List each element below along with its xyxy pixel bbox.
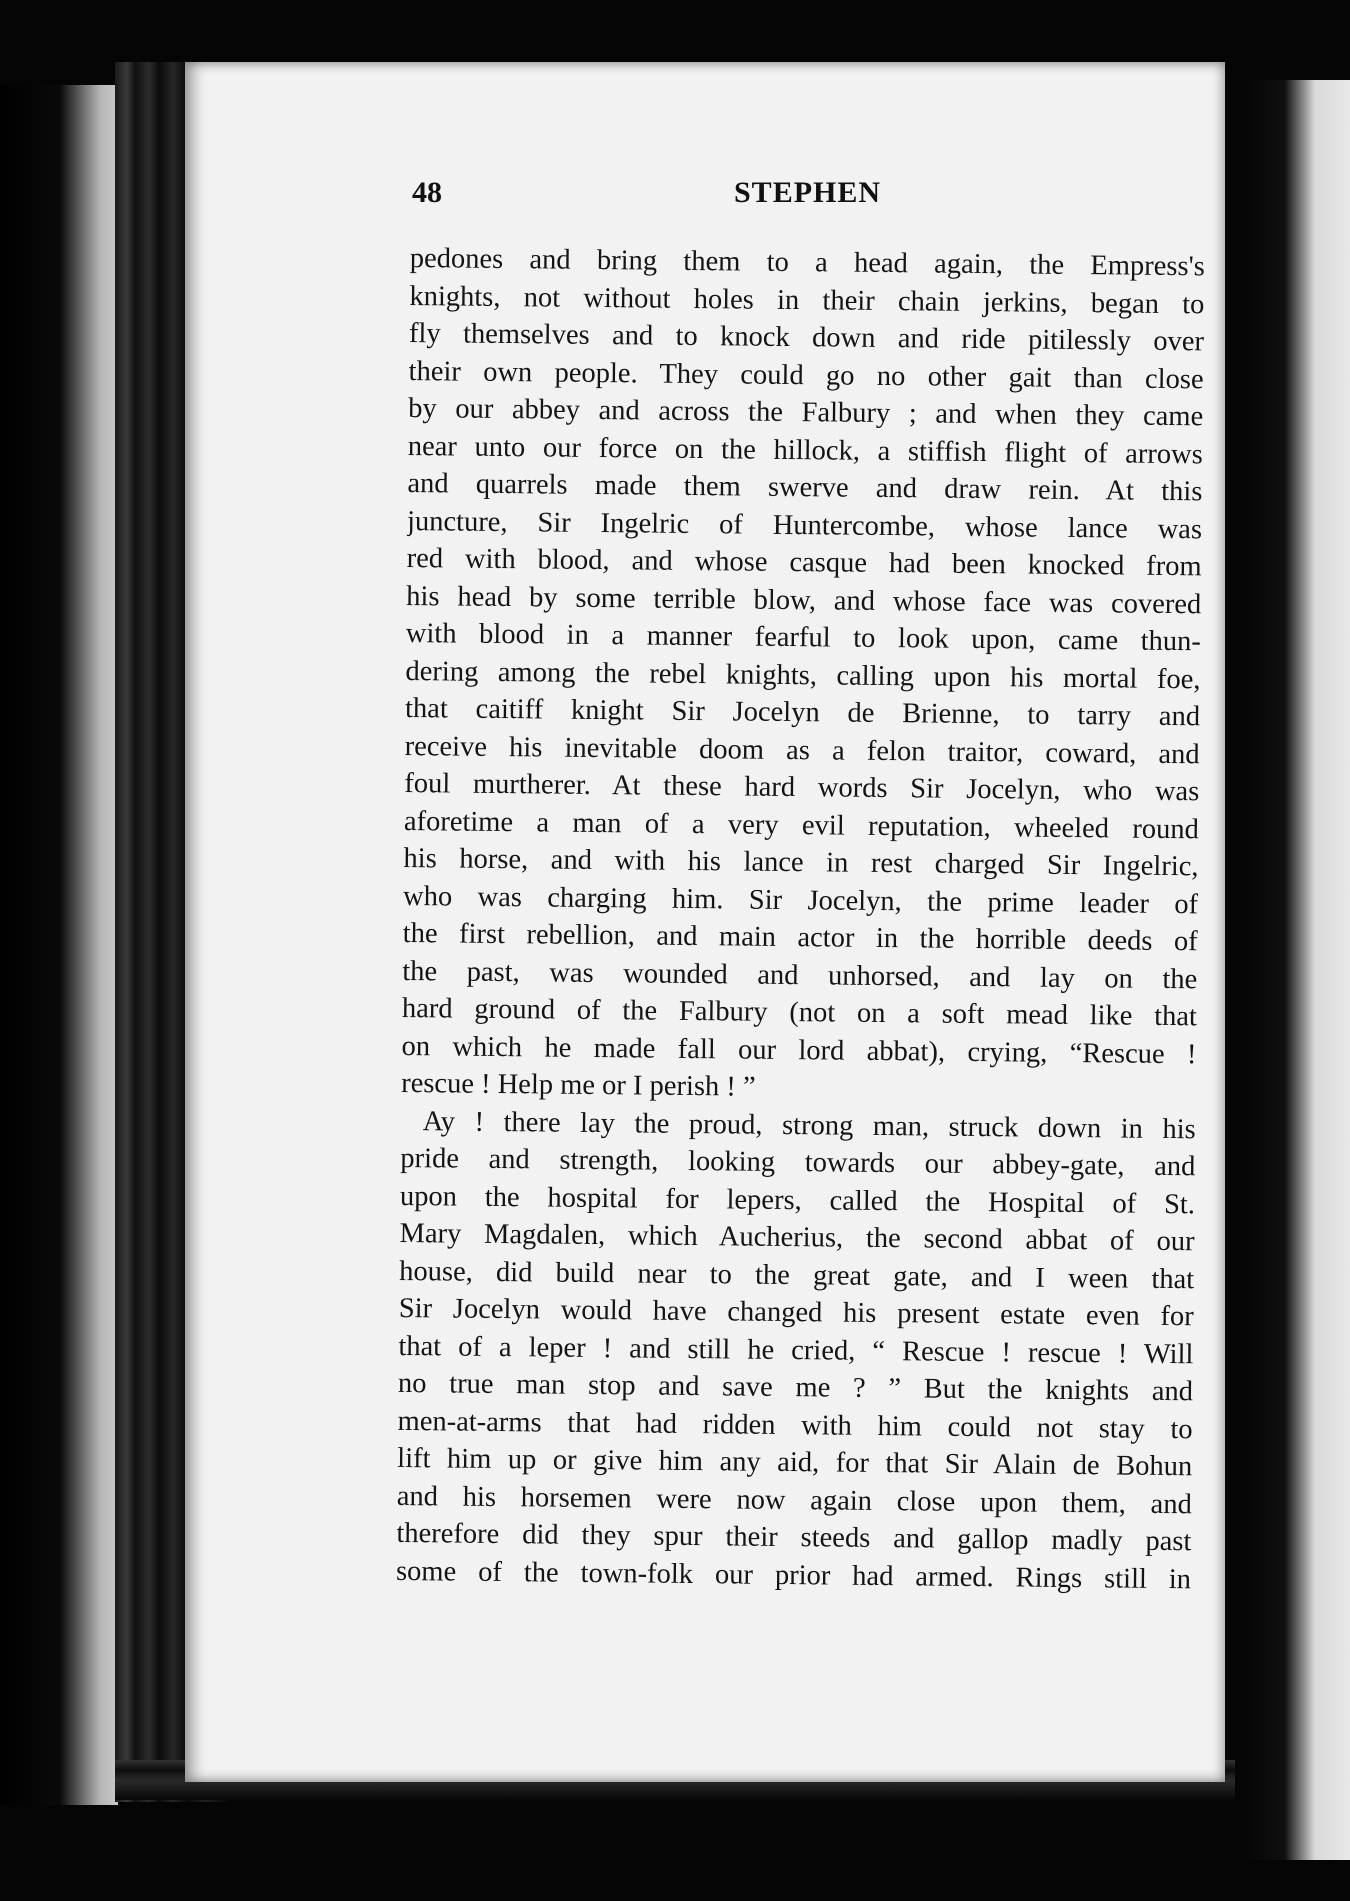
- text-line: pride and strength, looking towards our abbey-gate, and: [400, 1142, 1196, 1183]
- running-title: STEPHEN: [734, 176, 882, 209]
- text-line: his horse, and with his lance in rest charged Sir Ingelric,: [403, 842, 1199, 883]
- text-line: the first rebellion, and main actor in the horrible deeds of: [402, 917, 1198, 958]
- text-line: his head by some terrible blow, and whose face was covered: [406, 580, 1202, 620]
- page-number: 48: [412, 176, 442, 209]
- text-line: pedones and bring them to a head again, the Empress's: [409, 242, 1205, 283]
- text-line: therefore did they spur their steeds and gallop madly past: [396, 1517, 1192, 1558]
- text-line: that of a leper ! and still he cried, “ Rescue ! rescue ! Will: [398, 1330, 1194, 1370]
- text-line: who was charging him. Sir Jocelyn, the prime leader of: [402, 880, 1199, 920]
- text-line: foul murtherer. At these hard words Sir Jocelyn, who was: [404, 767, 1200, 808]
- text-line: house, did build near to the great gate, and I ween that: [399, 1255, 1195, 1295]
- text-line: and his horsemen were now again close upon them, and: [396, 1480, 1192, 1520]
- text-line: their own people. They could go no other gait than close: [408, 355, 1204, 395]
- text-line: some of the town-folk our prior had armed. Rings still in: [395, 1555, 1192, 1595]
- text-line: men-at-arms that had ridden with him could not stay to: [397, 1405, 1193, 1445]
- body-text: [396, 240, 1205, 1598]
- text-line: Sir Jocelyn would have changed his present estate even for: [398, 1292, 1194, 1333]
- running-head: [412, 176, 917, 216]
- text-line: with blood in a manner fearful to look upon, came thun-: [405, 617, 1201, 658]
- text-line: hard ground of the Falbury (not on a soft mead like that: [401, 992, 1198, 1033]
- next-page-edge: [1245, 80, 1350, 1860]
- text-line: fly themselves and to knock down and ride pitilessly over: [408, 317, 1205, 358]
- text-line: near unto our force on the hillock, a stiffish flight of arrows: [407, 430, 1203, 470]
- text-line: aforetime a man of a very evil reputation, wheeled round: [403, 805, 1200, 845]
- text-line: rescue ! Help me or I perish ! ”: [401, 1067, 756, 1103]
- text-line: no true man stop and save me ? ” But the knights and: [397, 1367, 1194, 1408]
- previous-page-edge: [0, 85, 118, 1805]
- text-line: by our abbey and across the Falbury ; and when they came: [408, 392, 1204, 433]
- text-line: upon the hospital for lepers, called the Hospital of St.: [399, 1180, 1196, 1220]
- text-line: knights, not without holes in their chain jerkins, began to: [409, 280, 1205, 320]
- text-line: juncture, Sir Ingelric of Huntercombe, whose lance was: [406, 505, 1203, 545]
- text-line: and quarrels made them swerve and draw rein. At this: [407, 467, 1203, 508]
- text-line: receive his inevitable doom as a felon traitor, coward, and: [404, 730, 1200, 770]
- text-line: the past, was wounded and unhorsed, and lay on the: [402, 955, 1198, 995]
- text-line: red with blood, and whose casque had been knocked from: [406, 542, 1202, 583]
- text-line: on which he made fall our lord abbat), crying, “Rescue !: [401, 1030, 1197, 1070]
- text-line: Mary Magdalen, which Aucherius, the second abbat of our: [399, 1217, 1195, 1258]
- text-line: Ay ! there lay the proud, strong man, struck down in his: [422, 1105, 1196, 1145]
- text-line: that caitiff knight Sir Jocelyn de Brienne, to tarry and: [404, 692, 1201, 733]
- text-line: lift him up or give him any aid, for that Sir Alain de Bohun: [397, 1442, 1193, 1483]
- text-line: dering among the rebel knights, calling upon his mortal foe,: [405, 655, 1201, 695]
